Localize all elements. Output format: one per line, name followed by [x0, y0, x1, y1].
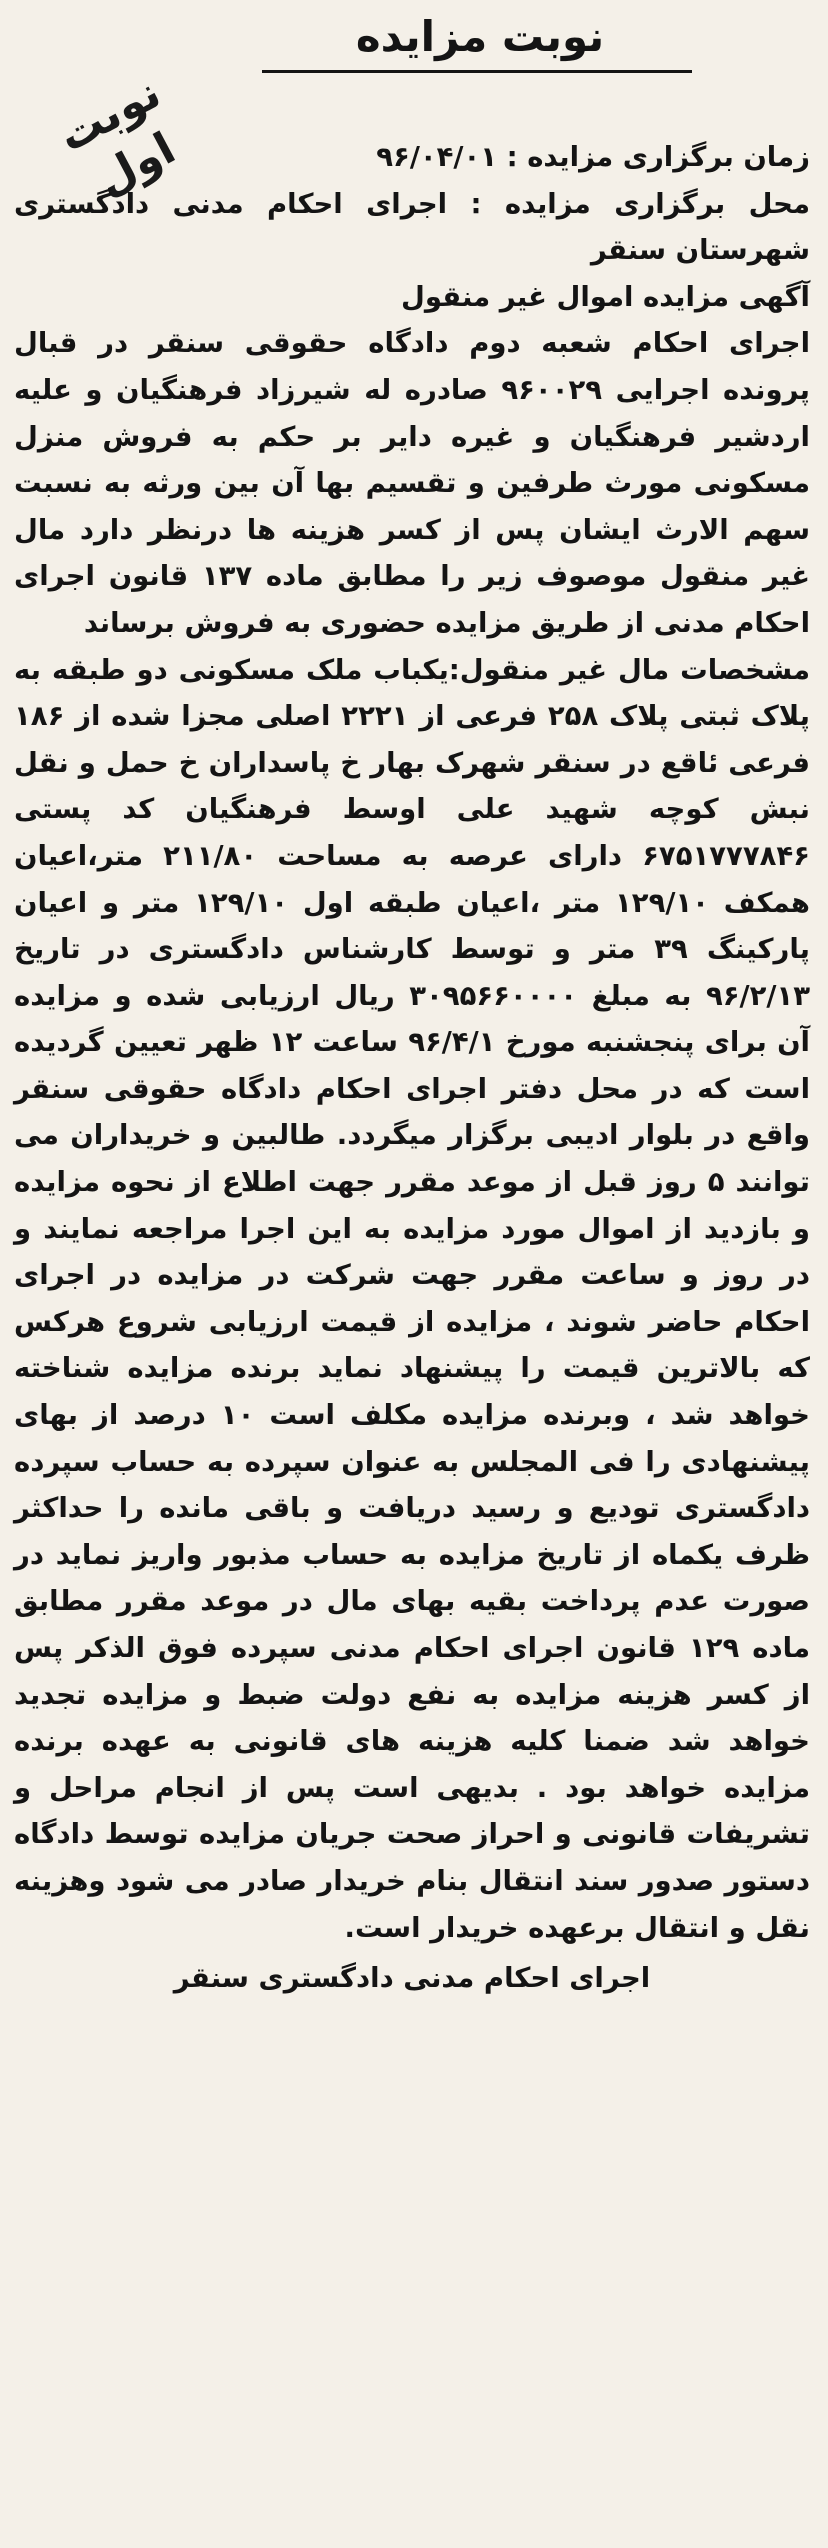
notice-title: نوبت مزایده [355, 12, 605, 61]
notice-body [14, 134, 810, 2002]
intro-paragraph: اجرای احکام شعبه دوم دادگاه حقوقی سنقر در قبال پرونده اجرایی ۹۶۰۰۲۹ صادره له شیرزاد فرهنگیان و علیه اردشیر فرهنگیان و غیره دایر بر حکم به فروش منزل مسکونی مورث طرفین و تقسیم بها آن بین ورثه به نسبت سهم الارث ایشان پس از کسر هزینه ها درنظر دارد مال غیر منقول موصوف زیر را مطابق ماده ۱۳۷ قانون اجرای احکام مدنی از طریق مزایده حضوری به فروش برساند [14, 327, 811, 639]
issuer-signature: اجرای احکام مدنی دادگستری سنقر [173, 1962, 651, 1995]
notice-heading: آگهی مزایده اموال غیر منقول [401, 280, 810, 313]
first-round-stamp: نوبت اول [50, 67, 184, 206]
property-specs-paragraph: مشخصات مال غیر منقول:یکباب ملک مسکونی دو طبقه به پلاک ثبتی پلاک ۲۵۸ فرعی از ۲۲۲۱ اصلی مجزا شده از ۱۸۶ فرعی ئاقع در سنقر شهرک بهار خ پاسداران خ حمل و نقل نبش کوچه شهید علی اوسط فرهنگیان کد پستی ۶۷۵۱۷۷۷۸۴۶ دارای عرصه به مساحت ۲۱۱/۸۰ متر،اعیان همکف ۱۲۹/۱۰ متر ،اعیان طبقه اول ۱۲۹/۱۰ متر و اعیان پارکینگ ۳۹ متر و توسط کارشناس دادگستری در تاریخ ۹۶/۲/۱۳ به مبلغ ۳۰۹۵۶۶۰۰۰۰ ریال ارزیابی شده و مزایده آن برای پنجشنبه مورخ ۹۶/۴/۱ ساعت ۱۲ ظهر تعیین گردیده است که در محل دفتر اجرای احکام دادگاه حقوقی سنقر واقع در بلوار ادیبی برگزار میگردد. طالبین و خریداران می توانند ۵ روز قبل از موعد مقرر جهت اطلاع از نحوه مزایده و بازدید از اموال مورد مزایده به این اجرا مراجعه نمایند و در روز و ساعت مقرر جهت شرکت در مزایده در اجرای احکام حاضر شوند ، مزایده از قیمت ارزیابی شروع هرکس که بالاترین قیمت را پیشنهاد نماید برنده مزایده شناخته خواهد شد ، وبرنده مزایده مکلف است ۱۰ درصد از بهای پیشنهادی را فی المجلس به عنوان سپرده به حساب سپرده دادگستری تودیع و رسید دریافت و باقی مانده را حداکثر ظرف یکماه از تاریخ مزایده به حساب مذبور واریز نماید در صورت عدم پرداخت بقیه بهای مال در موعد مقرر مطابق ماده ۱۲۹ قانون اجرای احکام مدنی سپرده فوق الذکر پس از کسر هزینه مزایده به نفع دولت ضبط و مزایده تجدید خواهد شد ضمنا کلیه هزینه های قانونی به عهده برنده مزایده خواهد بود . بدیهی است پس از انجام مراحل و تشریفات قانونی و احراز صحت جریان مزایده توسط دادگاه دستور صدور سند انتقال بنام خریدار صادر می شود وهزینه نقل و انتقال برعهده خریدار است. [14, 653, 811, 1944]
auction-place: محل برگزاری مزایده : اجرای احکام مدنی دادگستری شهرستان سنقر [14, 187, 810, 267]
auction-notice [14, 6, 810, 2540]
title-underline [262, 70, 692, 73]
auction-time: زمان برگزاری مزایده : ۹۶/۰۴/۰۱ [376, 141, 810, 173]
